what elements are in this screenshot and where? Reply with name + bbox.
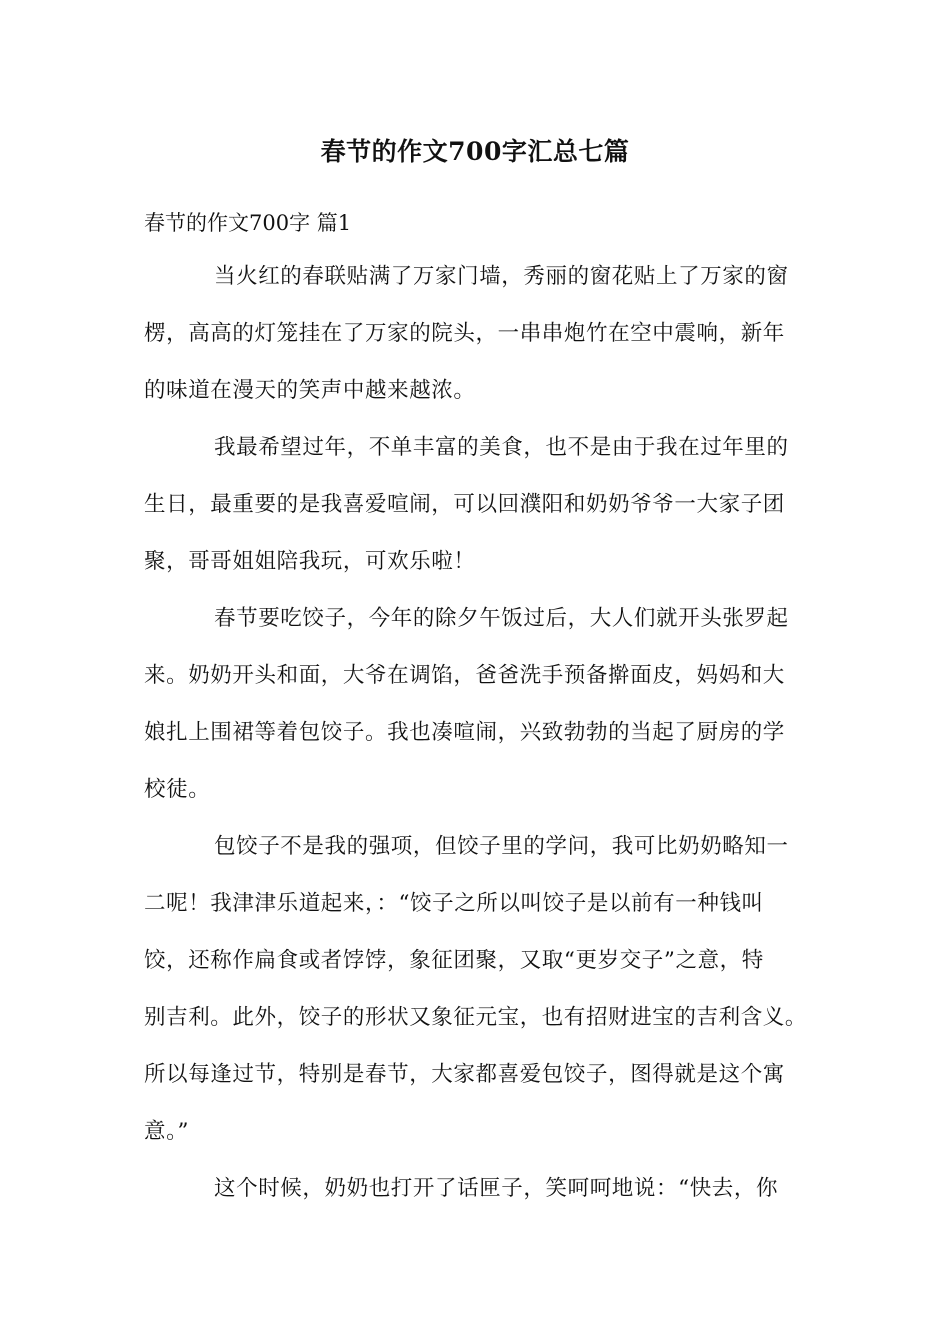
paragraph-line: 楞，高高的灯笼挂在了万家的院头，一串串炮竹在空中震响，新年 — [144, 321, 785, 346]
paragraph-2 — [144, 433, 834, 604]
paragraph-3 — [144, 604, 834, 832]
paragraph-line: 二呢！我津津乐道起来，：“饺子之所以叫饺子是以前有一种钱叫 — [144, 891, 764, 916]
paragraph-line: 饺，还称作扁食或者饽饽，象征团聚，又取“更岁交子”之意，特 — [144, 948, 764, 973]
paragraph-line: 所以每逢过节，特别是春节，大家都喜爱包饺子，图得就是这个寓 — [144, 1062, 785, 1087]
paragraph-line: 包饺子不是我的强项，但饺子里的学问，我可比奶奶略知一 — [214, 834, 789, 859]
paragraph-line: 生日，最重要的是我喜爱喧闹，可以回濮阳和奶奶爷爷一大家子团 — [144, 492, 785, 517]
paragraph-line: 意。” — [144, 1119, 190, 1144]
document-body — [144, 262, 834, 1231]
paragraph-line: 来。奶奶开头和面，大爷在调馅，爸爸洗手预备擀面皮，妈妈和大 — [144, 663, 785, 688]
paragraph-5 — [144, 1174, 834, 1231]
section-heading: 春节的作文700字 篇1 — [144, 211, 352, 235]
paragraph-line: 校徒。 — [144, 777, 211, 802]
document-title: 春节的作文700字汇总七篇 — [320, 137, 630, 166]
paragraph-4 — [144, 832, 834, 1174]
paragraph-line: 聚，哥哥姐姐陪我玩，可欢乐啦！ — [144, 549, 476, 574]
paragraph-line: 这个时候，奶奶也打开了话匣子，笑呵呵地说：“快去，你 — [214, 1176, 779, 1201]
paragraph-line: 我最希望过年，不单丰富的美食，也不是由于我在过年里的 — [214, 435, 789, 460]
paragraph-line: 别吉利。此外，饺子的形状又象征元宝，也有招财进宝的吉利含义。 — [144, 1005, 808, 1030]
paragraph-line: 当火红的春联贴满了万家门墙，秀丽的窗花贴上了万家的窗 — [214, 264, 789, 289]
paragraph-line: 娘扎上围裙等着包饺子。我也凑喧闹，兴致勃勃的当起了厨房的学 — [144, 720, 785, 745]
paragraph-1 — [144, 262, 834, 433]
paragraph-line: 的味道在漫天的笑声中越来越浓。 — [144, 378, 476, 403]
paragraph-line: 春节要吃饺子，今年的除夕午饭过后，大人们就开头张罗起 — [214, 606, 789, 631]
